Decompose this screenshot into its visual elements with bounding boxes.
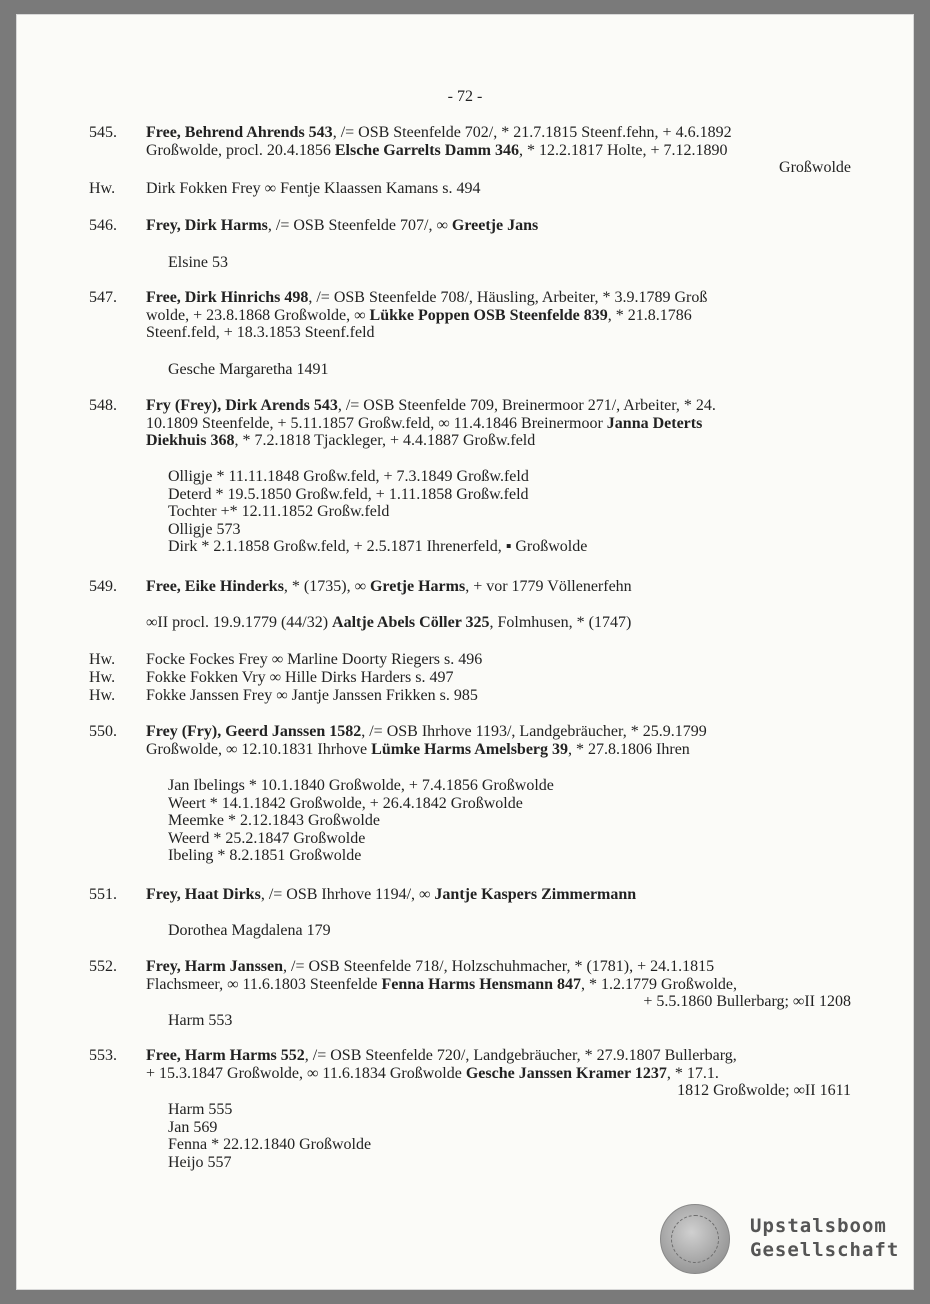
entry-number: Hw. <box>89 669 116 686</box>
entry-text: Fokke Janssen Frey ∞ Jantje Janssen Frikken s. 985 <box>146 687 478 704</box>
entry-number: 552. <box>89 958 117 975</box>
document-page <box>16 14 914 1290</box>
child: Olligje * 11.11.1848 Großw.feld, + 7.3.1849 Großw.feld <box>168 468 529 485</box>
details: , /= OSB Steenfelde 718/, Holzschuhmacher, * (1781), + 24.1.1815 <box>283 958 715 975</box>
details: ∞II procl. 19.9.1779 (44/32) <box>146 614 333 631</box>
entry-text <box>146 723 851 758</box>
details: , * 27.8.1806 Ihren <box>568 740 690 758</box>
details: 10.1809 Steenfelde, + 5.11.1857 Großw.feld, ∞ 11.4.1846 Breinermoor <box>146 414 607 432</box>
details: , /= OSB Steenfelde 720/, Landgebräucher, * 27.9.1807 Bullerbarg, <box>304 1047 737 1064</box>
spouse-name: Janna Deterts <box>606 414 703 432</box>
spouse-name: Fenna Harms Hensmann 847 <box>381 975 582 993</box>
logo-line: Upstalsboom <box>750 1215 887 1237</box>
entry-number: 545. <box>89 124 117 141</box>
household-note <box>16 651 914 669</box>
page-number: - 72 - <box>447 88 483 105</box>
child: Harm 553 <box>168 1012 233 1029</box>
details: + 15.3.1847 Großwolde, ∞ 11.6.1834 Großwolde <box>146 1064 466 1082</box>
child: Tochter +* 12.11.1852 Großw.feld <box>168 503 390 520</box>
entry-text <box>146 578 851 596</box>
children-list <box>168 777 851 865</box>
entry-number: 551. <box>89 886 117 903</box>
entry-text: Focke Fockes Frey ∞ Marline Doorty Riegers s. 496 <box>146 651 483 668</box>
person-name: Free, Harm Harms 552 <box>146 1047 305 1064</box>
entry-text: Dirk Fokken Frey ∞ Fentje Klaassen Kamans s. 494 <box>146 180 481 197</box>
details: 1812 Großwolde; ∞II 1611 <box>677 1082 851 1099</box>
details: , * 7.2.1818 Tjackleger, + 4.4.1887 Großw.feld <box>234 432 536 449</box>
person-name: Free, Dirk Hinrichs 498 <box>146 289 309 306</box>
child: Olligje 573 <box>168 520 241 538</box>
child: Meemke * 2.12.1843 Großwolde <box>168 812 380 829</box>
details: , /= OSB Steenfelde 709, Breinermoor 271/, Arbeiter, * 24. <box>337 397 716 414</box>
person-name: Frey (Fry), Geerd Janssen 1582 <box>146 723 362 740</box>
spouse-name: Gretje Harms <box>369 578 466 595</box>
details: , * 1.2.1779 Großwolde, <box>581 975 738 993</box>
children-list <box>168 468 851 556</box>
logo-line: Gesellschaft <box>750 1239 900 1261</box>
entry-text <box>146 217 851 235</box>
entry-text <box>146 397 851 450</box>
household-note <box>16 669 914 687</box>
details: , * 17.1. <box>666 1064 719 1082</box>
spouse-name: Greetje Jans <box>451 217 539 234</box>
child: Dorothea Magdalena 179 <box>168 922 331 939</box>
child: Gesche Margaretha 1491 <box>168 361 329 378</box>
details: Flachsmeer, ∞ 11.6.1803 Steenfelde <box>146 975 382 993</box>
household-note <box>16 687 914 705</box>
details: , * (1735), ∞ <box>283 578 370 595</box>
details: , * 12.2.1817 Holte, + 7.12.1890 <box>518 141 728 159</box>
child: Weerd * 25.2.1847 Großwolde <box>168 829 366 847</box>
child: Fenna * 22.12.1840 Großwolde <box>168 1136 372 1153</box>
person-name: Fry (Frey), Dirk Arends 543 <box>146 397 338 414</box>
child: Weert * 14.1.1842 Großwolde, + 26.4.1842 Großwolde <box>168 794 523 812</box>
children-list <box>168 1101 851 1171</box>
child: Jan Ibelings * 10.1.1840 Großwolde, + 7.4.1856 Großwolde <box>168 777 554 794</box>
child: Deterd * 19.5.1850 Großw.feld, + 1.11.1858 Großw.feld <box>168 485 529 503</box>
child: Harm 555 <box>168 1101 233 1118</box>
details: , /= OSB Ihrhove 1194/, ∞ <box>260 886 435 903</box>
society-seal-icon <box>660 1204 730 1274</box>
details: , /= OSB Steenfelde 707/, ∞ <box>267 217 452 234</box>
household-notes <box>16 651 914 705</box>
details: , /= OSB Steenfelde 702/, * 21.7.1815 Steenf.fehn, + 4.6.1892 <box>332 124 732 141</box>
child: Heijo 557 <box>168 1153 232 1171</box>
entry-number: 547. <box>89 289 117 306</box>
child: Elsine 53 <box>168 254 228 271</box>
person-name: Free, Behrend Ahrends 543 <box>146 124 333 141</box>
entry-text <box>146 124 851 177</box>
details: , + vor 1779 Völlenerfehn <box>465 578 632 595</box>
entry-number: 546. <box>89 217 117 234</box>
society-logo-text <box>750 1214 899 1262</box>
child: Jan 569 <box>168 1118 218 1136</box>
spouse-name: Jantje Kaspers Zimmermann <box>434 886 637 903</box>
spouse-name: Diekhuis 368 <box>146 432 235 449</box>
child: Ibeling * 8.2.1851 Großwolde <box>168 847 362 864</box>
entry-text <box>146 1047 851 1100</box>
entry-number: Hw. <box>89 180 116 197</box>
spouse-name: Aaltje Abels Cöller 325 <box>332 614 490 631</box>
entry-number: 550. <box>89 723 117 740</box>
details: + 5.5.1860 Bullerbarg; ∞II 1208 <box>643 993 851 1010</box>
entry-number: Hw. <box>89 687 116 704</box>
details: Großwolde <box>779 159 851 176</box>
seal-ring <box>671 1215 719 1263</box>
details: Großwolde, ∞ 12.10.1831 Ihrhove <box>146 740 372 758</box>
spouse-name: Gesche Janssen Kramer 1237 <box>465 1064 667 1082</box>
person-name: Frey, Haat Dirks <box>146 886 261 903</box>
details: , Folmhusen, * (1747) <box>489 614 632 631</box>
person-name: Free, Eike Hinderks <box>146 578 284 595</box>
person-name: Frey, Harm Janssen <box>146 958 284 975</box>
spouse-name: Lümke Harms Amelsberg 39 <box>371 740 569 758</box>
entry-text <box>146 886 851 904</box>
entry-number: 553. <box>89 1047 117 1064</box>
entry-number: 548. <box>89 397 117 414</box>
details: , * 21.8.1786 <box>607 306 692 324</box>
entry-number: 549. <box>89 578 117 595</box>
entry-text: Fokke Fokken Vry ∞ Hille Dirks Harders s. 497 <box>146 669 454 686</box>
details: , /= OSB Steenfelde 708/, Häusling, Arbeiter, * 3.9.1789 Groß <box>308 289 708 306</box>
details: Großwolde, procl. 20.4.1856 <box>146 141 335 159</box>
details: Steenf.feld, + 18.3.1853 Steenf.feld <box>146 324 375 341</box>
spouse-name: Elsche Garrelts Damm 346 <box>334 141 519 159</box>
entry-number: Hw. <box>89 651 116 668</box>
spouse-name: Lükke Poppen OSB Steenfelde 839 <box>369 306 608 324</box>
child: Dirk * 2.1.1858 Großw.feld, + 2.5.1871 Ihrenerfeld, ▪ Großwolde <box>168 538 588 555</box>
entry-text <box>146 958 851 1011</box>
second-marriage <box>146 614 851 632</box>
details: wolde, + 23.8.1868 Großwolde, ∞ <box>146 306 370 324</box>
details: , /= OSB Ihrhove 1193/, Landgebräucher, * 25.9.1799 <box>361 723 707 740</box>
person-name: Frey, Dirk Harms <box>146 217 268 234</box>
entry-text <box>146 289 851 342</box>
